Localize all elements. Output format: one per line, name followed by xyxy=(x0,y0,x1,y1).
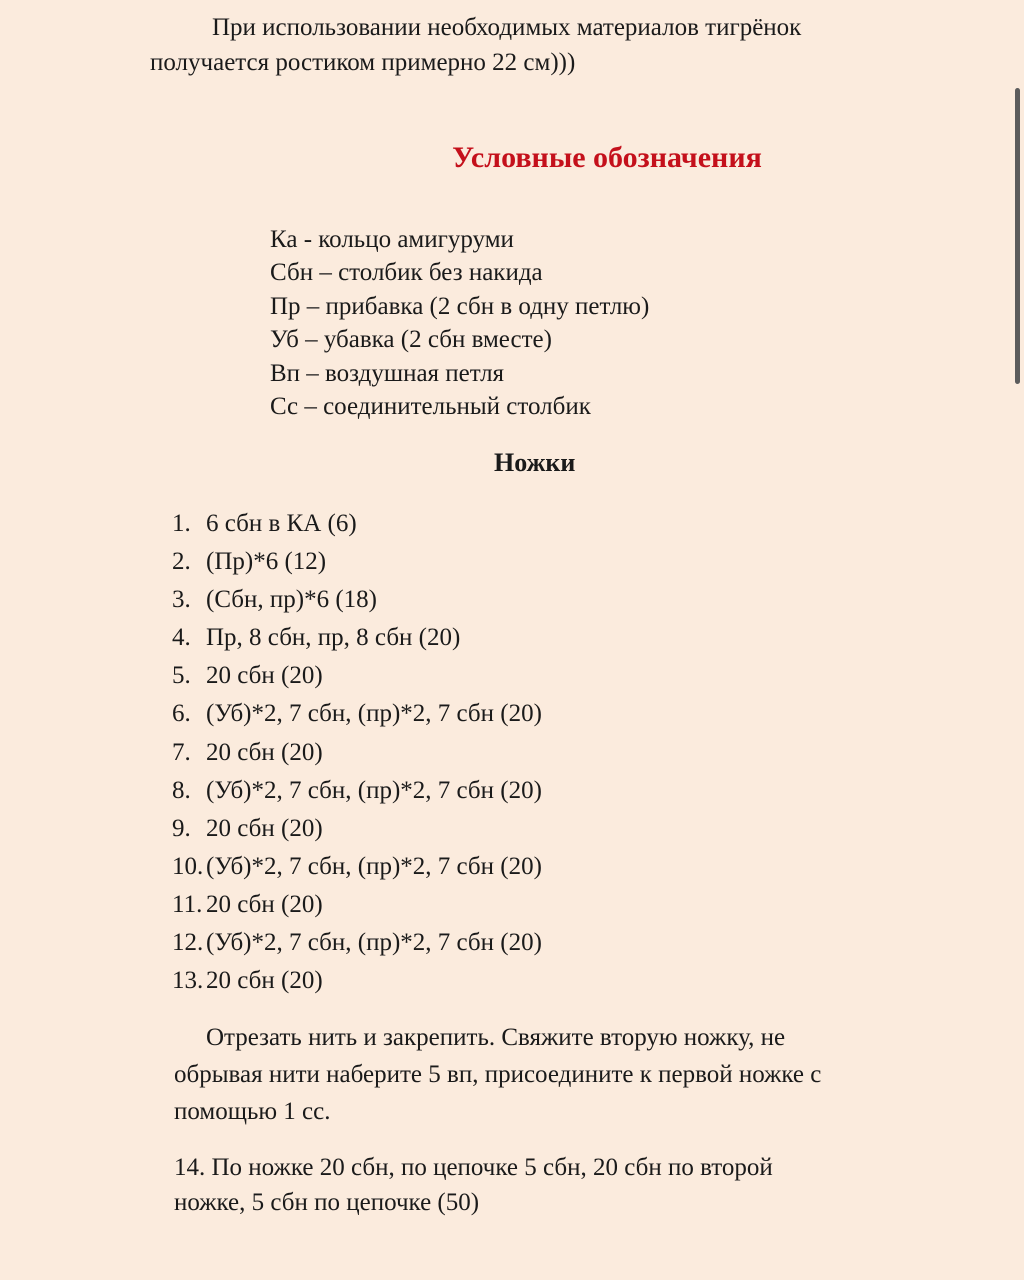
legend-item: Пр – прибавка (2 сбн в одну петлю) xyxy=(270,292,650,320)
row-number: 4. xyxy=(172,624,191,652)
row-text: 20 сбн (20) xyxy=(206,814,323,842)
legend-list xyxy=(270,223,649,423)
row-number: 13. xyxy=(172,967,204,995)
pattern-row xyxy=(172,695,542,733)
intro-paragraph xyxy=(150,10,950,80)
row-text: (Уб)*2, 7 сбн, (пр)*2, 7 сбн (20) xyxy=(206,776,542,804)
row-text: (Уб)*2, 7 сбн, (пр)*2, 7 сбн (20) xyxy=(206,700,542,728)
row-number: 8. xyxy=(172,776,191,804)
note-line-3: помощью 1 сс. xyxy=(174,1098,331,1125)
pattern-row xyxy=(172,619,542,657)
note-line-1: Отрезать нить и закрепить. Свяжите вторую ножку, не xyxy=(206,1024,786,1051)
pattern-row xyxy=(172,657,542,695)
pattern-row xyxy=(172,772,542,810)
row-text: 20 сбн (20) xyxy=(206,890,323,918)
row-text: (Уб)*2, 7 сбн, (пр)*2, 7 сбн (20) xyxy=(206,852,542,880)
pattern-row xyxy=(172,848,542,886)
pattern-rows xyxy=(172,505,542,1000)
pattern-row-14 xyxy=(174,1150,934,1220)
pattern-row xyxy=(172,810,542,848)
pattern-row xyxy=(172,581,542,619)
row-number: 10. xyxy=(172,852,204,880)
row-number: 11. xyxy=(172,890,203,918)
legend-item: Сс – соединительный столбик xyxy=(270,393,591,421)
row-text: (Пр)*6 (12) xyxy=(206,548,327,576)
intro-line-2: получается ростиком примерно 22 см))) xyxy=(150,49,576,76)
section-title: Ножки xyxy=(494,448,576,477)
row14-line-2: ножке, 5 сбн по цепочке (50) xyxy=(174,1189,480,1216)
pattern-row xyxy=(172,543,542,581)
row-text: 20 сбн (20) xyxy=(206,662,323,690)
row-number: 9. xyxy=(172,814,191,842)
pattern-row xyxy=(172,734,542,772)
pattern-row xyxy=(172,962,542,1000)
row-text: (Уб)*2, 7 сбн, (пр)*2, 7 сбн (20) xyxy=(206,929,542,957)
intro-line-1: При использовании необходимых материалов тигрёнок xyxy=(212,14,802,41)
row-text: Пр, 8 сбн, пр, 8 сбн (20) xyxy=(206,624,461,652)
row-text: 20 сбн (20) xyxy=(206,967,323,995)
scrollbar-thumb[interactable] xyxy=(1015,88,1020,384)
legend-item: Сбн – столбик без накида xyxy=(270,259,543,287)
pattern-row xyxy=(172,924,542,962)
legend-title: Условные обозначения xyxy=(452,141,762,174)
row-number: 12. xyxy=(172,929,204,957)
legend-item: Уб – убавка (2 сбн вместе) xyxy=(270,326,552,354)
row-number: 1. xyxy=(172,510,191,537)
row-text: 6 сбн в КА (6) xyxy=(206,510,357,537)
legend-item: Ка - кольцо амигуруми xyxy=(270,226,514,253)
row-text: 20 сбн (20) xyxy=(206,738,323,766)
row-number: 6. xyxy=(172,700,191,728)
row14-line-1: 14. По ножке 20 сбн, по цепочке 5 сбн, 20 сбн по второй xyxy=(174,1154,773,1181)
row-text: (Сбн, пр)*6 (18) xyxy=(206,586,378,614)
pattern-row xyxy=(172,505,542,543)
scrollbar[interactable] xyxy=(1010,0,1024,1280)
row-number: 7. xyxy=(172,738,191,766)
instruction-note xyxy=(174,1019,974,1130)
row-number: 3. xyxy=(172,586,191,614)
note-line-2: обрывая нити наберите 5 вп, присоедините к первой ножке с xyxy=(174,1061,822,1088)
row-number: 5. xyxy=(172,662,191,690)
legend-item: Вп – воздушная петля xyxy=(270,359,505,387)
row-number: 2. xyxy=(172,548,191,576)
pattern-row xyxy=(172,886,542,924)
